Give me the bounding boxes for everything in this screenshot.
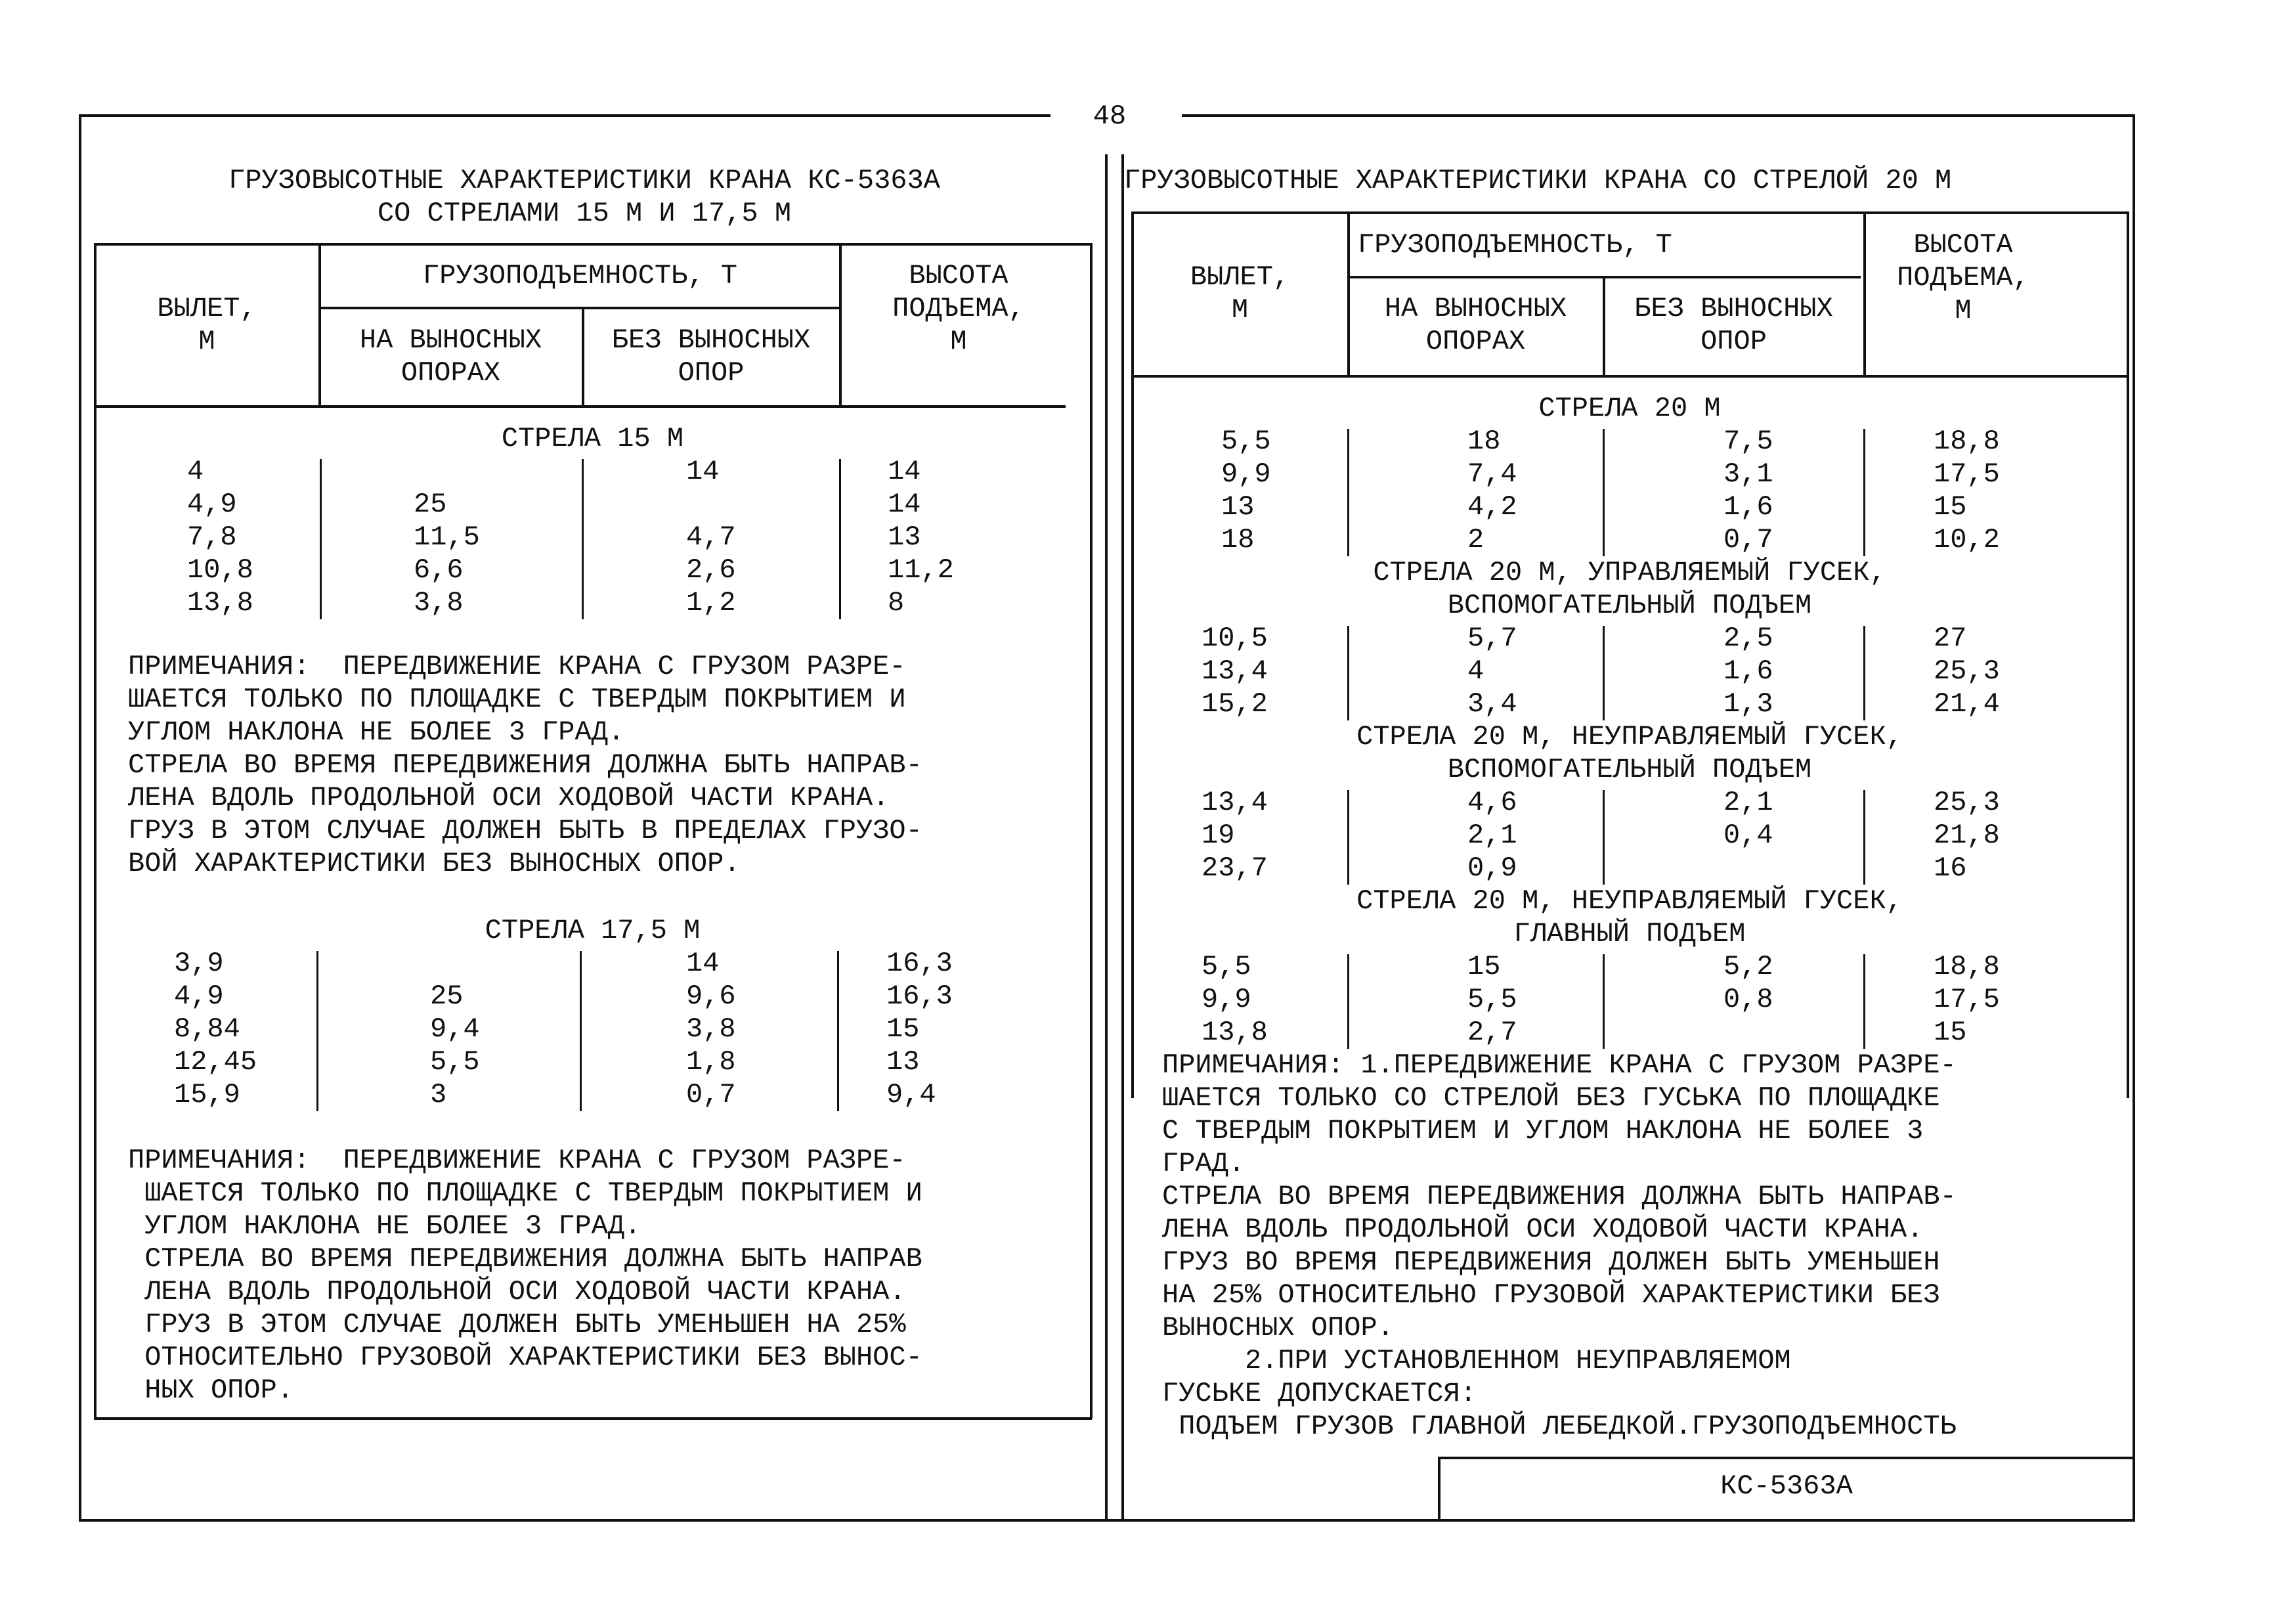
table-cell: 5,2: [1723, 951, 1773, 982]
note-line: ВЫНОСНЫХ ОПОР.: [1162, 1312, 1394, 1344]
left-header-mid: [320, 307, 840, 309]
table-cell: 19: [1202, 820, 1235, 851]
table-cell: 9,4: [430, 1013, 480, 1045]
table-cell: 2,6: [686, 554, 736, 586]
frame-top-left: [80, 114, 1051, 117]
note-line: СТРЕЛА ВО ВРЕМЯ ПЕРЕДВИЖЕНИЯ ДОЛЖНА БЫТЬ НАПРАВ: [128, 1243, 922, 1275]
table-cell: 10,2: [1934, 524, 2000, 556]
table-cell: 18: [1467, 426, 1501, 457]
left-header-outreach: ВЫЛЕТ, М: [157, 293, 257, 357]
table-cell: 4,6: [1467, 787, 1517, 818]
table-cell: 5,7: [1467, 623, 1517, 654]
table-cell: 1,3: [1723, 688, 1773, 720]
table-cell: 14: [686, 456, 720, 487]
column-divider: [1603, 626, 1605, 720]
note-line: ПРИМЕЧАНИЯ: ПЕРЕДВИЖЕНИЕ КРАНА С ГРУЗОМ РАЗРЕ-: [128, 651, 906, 682]
table-cell: 1,2: [686, 587, 736, 619]
table-cell: 9,4: [886, 1079, 936, 1111]
table-cell: 9,6: [686, 981, 736, 1012]
table-cell: 2: [1467, 524, 1484, 556]
table-cell: 14: [888, 489, 921, 520]
table-cell: 4,9: [174, 981, 224, 1012]
column-divider: [1863, 429, 1865, 556]
column-divider: [1347, 790, 1349, 885]
note-line: НА 25% ОТНОСИТЕЛЬНО ГРУЗОВОЙ ХАРАКТЕРИСТИКИ БЕЗ: [1162, 1279, 1940, 1311]
table-cell: 0,9: [1467, 852, 1517, 884]
frame-middle-2: [1121, 154, 1124, 1522]
table-cell: 21,8: [1934, 820, 2000, 851]
table-cell: 7,8: [187, 521, 237, 553]
table-cell: 0,8: [1723, 984, 1773, 1015]
table-cell: 15: [1934, 491, 1967, 523]
table-cell: 8: [888, 587, 905, 619]
note-line: ГРУЗ В ЭТОМ СЛУЧАЕ ДОЛЖЕН БЫТЬ УМЕНЬШЕН НА 25%: [128, 1309, 906, 1340]
table-cell: 13: [1221, 491, 1255, 523]
column-divider: [1603, 429, 1605, 556]
table-cell: 1,6: [1723, 491, 1773, 523]
column-divider: [1603, 954, 1605, 1049]
table-cell: 3,9: [174, 948, 224, 979]
table-cell: 27: [1934, 623, 1967, 654]
section-title: СТРЕЛА 20 М, НЕУПРАВЛЯЕМЫЙ ГУСЕК, ВСПОМОГАТЕЛЬНЫЙ ПОДЪЕМ: [1356, 721, 1903, 785]
table-cell: 18: [1221, 524, 1255, 556]
table-cell: 11,2: [888, 554, 954, 586]
column-divider: [1863, 954, 1865, 1049]
table-cell: 7,4: [1467, 458, 1517, 490]
left-table-bottom: [94, 1417, 1092, 1420]
table-cell: 11,5: [414, 521, 480, 553]
table-cell: 18,8: [1934, 426, 2000, 457]
table-cell: 9,9: [1202, 984, 1251, 1015]
table-cell: 9,9: [1221, 458, 1271, 490]
table-cell: 5,5: [1202, 951, 1251, 982]
note-line: ПОДЪЕМ ГРУЗОВ ГЛАВНОЙ ЛЕБЕДКОЙ.ГРУЗОПОДЪЕМНОСТЬ: [1162, 1411, 1957, 1442]
note-line: ЛЕНА ВДОЛЬ ПРОДОЛЬНОЙ ОСИ ХОДОВОЙ ЧАСТИ КРАНА.: [1162, 1214, 1924, 1245]
table-cell: 5,5: [1221, 426, 1271, 457]
column-divider: [320, 459, 322, 619]
table-cell: 15: [1467, 951, 1501, 982]
note-line: ПРИМЕЧАНИЯ: 1.ПЕРЕДВИЖЕНИЕ КРАНА С ГРУЗОМ РАЗРЕ-: [1162, 1049, 1957, 1081]
note-line: ГУСЬКЕ ДОПУСКАЕТСЯ:: [1162, 1378, 1477, 1409]
table-cell: 13,4: [1202, 655, 1268, 687]
frame-left: [79, 114, 81, 1522]
right-table-leftedge: [1131, 211, 1134, 1098]
table-cell: 15: [886, 1013, 920, 1045]
note-line: ШАЕТСЯ ТОЛЬКО ПО ПЛОЩАДКЕ С ТВЕРДЫМ ПОКРЫТИЕМ И: [128, 1178, 922, 1209]
table-cell: 25: [414, 489, 447, 520]
note-line: СТРЕЛА ВО ВРЕМЯ ПЕРЕДВИЖЕНИЯ ДОЛЖНА БЫТЬ НАПРАВ-: [1162, 1181, 1957, 1212]
table-cell: 25: [430, 981, 464, 1012]
right-header-height: ВЫСОТА ПОДЪЕМА, М: [1897, 229, 2029, 326]
table-cell: 3,8: [414, 587, 464, 619]
note-line: ОТНОСИТЕЛЬНО ГРУЗОВОЙ ХАРАКТЕРИСТИКИ БЕЗ ВЫНОС-: [128, 1342, 922, 1373]
right-header-outreach: ВЫЛЕТ, М: [1190, 261, 1290, 326]
note-line: ЛЕНА ВДОЛЬ ПРОДОЛЬНОЙ ОСИ ХОДОВОЙ ЧАСТИ КРАНА.: [128, 782, 890, 814]
column-divider: [1863, 626, 1865, 720]
left-header-without-outriggers: БЕЗ ВЫНОСНЫХ ОПОР: [611, 324, 811, 389]
table-cell: 3: [430, 1079, 447, 1111]
note-line: ГРУЗ В ЭТОМ СЛУЧАЕ ДОЛЖЕН БЫТЬ В ПРЕДЕЛАХ ГРУЗО-: [128, 815, 922, 847]
left-header-capacity: ГРУЗОПОДЪЕМНОСТЬ, Т: [423, 260, 737, 292]
note-line: ШАЕТСЯ ТОЛЬКО ПО ПЛОЩАДКЕ С ТВЕРДЫМ ПОКРЫТИЕМ И: [128, 684, 906, 715]
left-header-height: ВЫСОТА ПОДЪЕМА, М: [892, 260, 1025, 357]
left-section1-title: СТРЕЛА 15 М: [501, 423, 684, 454]
right-table-top: [1131, 211, 2129, 214]
note-line: УГЛОМ НАКЛОНА НЕ БОЛЕЕ 3 ГРАД.: [128, 1210, 641, 1242]
left-table-top: [94, 243, 1092, 246]
table-cell: 13: [886, 1046, 920, 1078]
column-divider: [1603, 790, 1605, 885]
note-line: ВОЙ ХАРАКТЕРИСТИКИ БЕЗ ВЫНОСНЫХ ОПОР.: [128, 848, 741, 879]
table-cell: 21,4: [1934, 688, 2000, 720]
note-line: ГРАД.: [1162, 1148, 1245, 1179]
column-divider: [316, 951, 318, 1111]
column-divider: [1347, 954, 1349, 1049]
frame-middle-1: [1105, 154, 1108, 1522]
table-cell: 2,5: [1723, 623, 1773, 654]
table-cell: 17,5: [1934, 458, 2000, 490]
note-line: ЛЕНА ВДОЛЬ ПРОДОЛЬНОЙ ОСИ ХОДОВОЙ ЧАСТИ КРАНА.: [128, 1276, 906, 1308]
note-line: 2.ПРИ УСТАНОВЛЕННОМ НЕУПРАВЛЯЕМОМ: [1162, 1345, 1791, 1377]
note-line: ШАЕТСЯ ТОЛЬКО СО СТРЕЛОЙ БЕЗ ГУСЬКА ПО ПЛОЩАДКЕ: [1162, 1082, 1940, 1114]
table-cell: 4: [187, 456, 204, 487]
table-cell: 3,1: [1723, 458, 1773, 490]
column-divider: [582, 459, 584, 619]
table-cell: 5,5: [1467, 984, 1517, 1015]
right-title: ГРУЗОВЫСОТНЫЕ ХАРАКТЕРИСТИКИ КРАНА СО СТРЕЛОЙ 20 М: [1124, 165, 1952, 196]
section-title: СТРЕЛА 20 М, НЕУПРАВЛЯЕМЫЙ ГУСЕК, ГЛАВНЫЙ ПОДЪЕМ: [1356, 885, 1903, 950]
left-header-bottom: [94, 405, 1066, 408]
table-cell: 15: [1934, 1017, 1967, 1048]
section-title: СТРЕЛА 20 М: [1538, 393, 1721, 424]
table-cell: 16: [1934, 852, 1967, 884]
table-cell: 16,3: [886, 981, 953, 1012]
table-cell: 13,8: [1202, 1017, 1268, 1048]
table-cell: 2,7: [1467, 1017, 1517, 1048]
table-cell: 13,4: [1202, 787, 1268, 818]
table-cell: 18,8: [1934, 951, 2000, 982]
note-line: ГРУЗ ВО ВРЕМЯ ПЕРЕДВИЖЕНИЯ ДОЛЖЕН БЫТЬ УМЕНЬШЕН: [1162, 1246, 1940, 1278]
page-number: 48: [1093, 100, 1127, 132]
table-cell: 15,9: [174, 1079, 240, 1111]
note-line: НЫХ ОПОР.: [128, 1375, 294, 1406]
left-table-leftedge: [94, 243, 97, 1419]
table-cell: 3,8: [686, 1013, 736, 1045]
stamp-label: КС-5363А: [1720, 1470, 1853, 1502]
table-cell: 25,3: [1934, 787, 2000, 818]
note-line: СТРЕЛА ВО ВРЕМЯ ПЕРЕДВИЖЕНИЯ ДОЛЖНА БЫТЬ НАПРАВ-: [128, 749, 922, 781]
note-line: ПРИМЕЧАНИЯ: ПЕРЕДВИЖЕНИЕ КРАНА С ГРУЗОМ РАЗРЕ-: [128, 1145, 906, 1176]
column-divider: [1347, 429, 1349, 556]
note-line: С ТВЕРДЫМ ПОКРЫТИЕМ И УГЛОМ НАКЛОНА НЕ БОЛЕЕ 3: [1162, 1115, 1924, 1147]
section-title: СТРЕЛА 20 М, УПРАВЛЯЕМЫЙ ГУСЕК, ВСПОМОГАТЕЛЬНЫЙ ПОДЪЕМ: [1373, 557, 1886, 621]
table-cell: 23,7: [1202, 852, 1268, 884]
table-cell: 0,7: [1723, 524, 1773, 556]
table-cell: 15,2: [1202, 688, 1268, 720]
table-cell: 3,4: [1467, 688, 1517, 720]
frame-top-right: [1182, 114, 2134, 117]
table-cell: 4,2: [1467, 491, 1517, 523]
table-cell: 6,6: [414, 554, 464, 586]
table-cell: 8,84: [174, 1013, 240, 1045]
note-line: УГЛОМ НАКЛОНА НЕ БОЛЕЕ 3 ГРАД.: [128, 716, 625, 748]
table-cell: 1,6: [1723, 655, 1773, 687]
table-cell: 5,5: [430, 1046, 480, 1078]
right-table-rightedge: [2127, 211, 2129, 1098]
column-divider: [837, 951, 839, 1111]
table-cell: 0,7: [686, 1079, 736, 1111]
table-cell: 4,7: [686, 521, 736, 553]
table-cell: 14: [686, 948, 720, 979]
column-divider: [839, 459, 841, 619]
right-header-bottom: [1131, 375, 2129, 378]
table-cell: 12,45: [174, 1046, 257, 1078]
table-cell: 17,5: [1934, 984, 2000, 1015]
table-cell: 7,5: [1723, 426, 1773, 457]
stamp-top: [1438, 1457, 2134, 1459]
table-cell: 2,1: [1467, 820, 1517, 851]
table-cell: 1,8: [686, 1046, 736, 1078]
right-header-with-outriggers: НА ВЫНОСНЫХ ОПОРАХ: [1384, 293, 1567, 357]
table-cell: 13,8: [187, 587, 253, 619]
left-table-rightedge: [1090, 243, 1093, 1419]
right-header-without-outriggers: БЕЗ ВЫНОСНЫХ ОПОР: [1634, 293, 1833, 357]
column-divider: [1863, 790, 1865, 885]
frame-right: [2133, 114, 2135, 1522]
table-cell: 0,4: [1723, 820, 1773, 851]
table-cell: 4,9: [187, 489, 237, 520]
table-cell: 25,3: [1934, 655, 2000, 687]
table-cell: 10,8: [187, 554, 253, 586]
table-cell: 2,1: [1723, 787, 1773, 818]
left-section2-title: СТРЕЛА 17,5 М: [485, 915, 701, 946]
column-divider: [1347, 626, 1349, 720]
column-divider: [580, 951, 582, 1111]
left-title-line1: ГРУЗОВЫСОТНЫЕ ХАРАКТЕРИСТИКИ КРАНА КС-5363А: [228, 165, 940, 196]
table-cell: 16,3: [886, 948, 953, 979]
table-cell: 4: [1467, 655, 1484, 687]
table-cell: 14: [888, 456, 921, 487]
table-cell: 10,5: [1202, 623, 1268, 654]
table-cell: 13: [888, 521, 921, 553]
right-header-capacity: ГРУЗОПОДЪЕМНОСТЬ, Т: [1358, 229, 1672, 261]
left-title-line2: СО СТРЕЛАМИ 15 М И 17,5 М: [377, 198, 792, 229]
left-header-with-outriggers: НА ВЫНОСНЫХ ОПОРАХ: [359, 324, 542, 389]
